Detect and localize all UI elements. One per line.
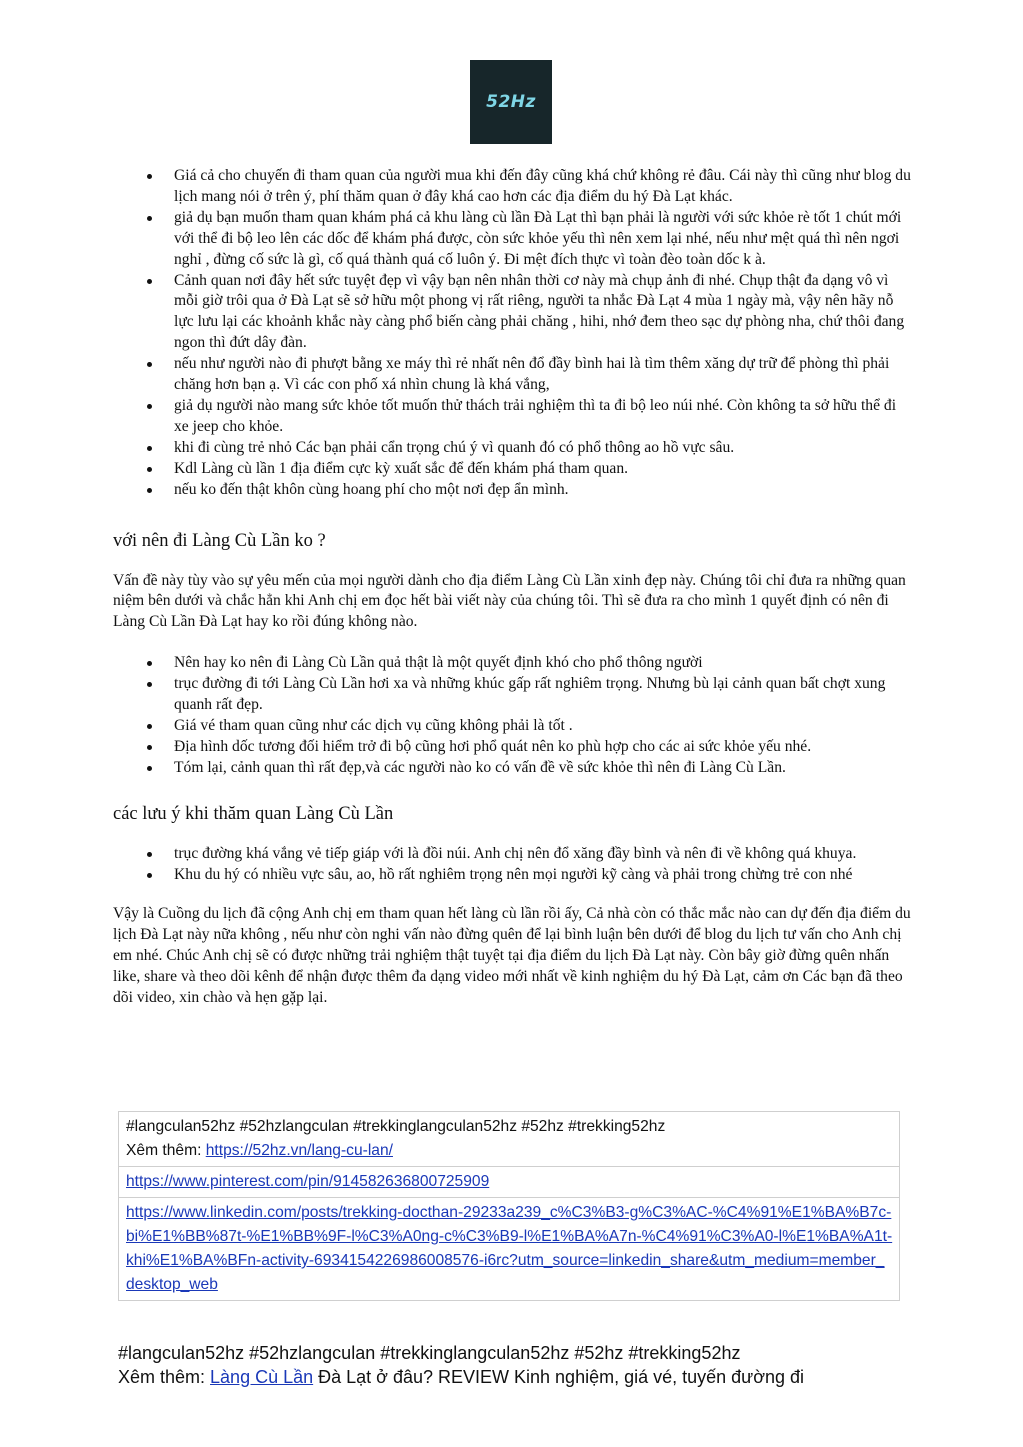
links-row-pinterest [119,1167,899,1198]
list-item: Giá vé tham quan cũng như các dịch vụ cũng không phải là tốt . [113,716,913,737]
logo-text: 52Hz [486,92,536,112]
links-row-hashtags [119,1112,899,1167]
footer-see-more-label: Xêm thêm: [118,1366,211,1387]
intro-paragraph: Vấn đề này tùy vào sự yêu mến của mọi người dành cho địa điểm Làng Cù Lần xinh đẹp này. Chúng tôi chỉ đưa ra những quan niệm bên dưới và chắc hẳn khi Anh chị em đọc hết bài viết này của chúng tôi. Thì sẽ đưa ra cho mình 1 quyết định có nên đi Làng Cù Lần Đà Lạt hay ko rồi đúng không nào. [113,571,906,631]
list-item: nếu ko đến thật khôn cùng hoang phí cho một nơi đẹp ẩn mình. [113,480,913,501]
list-item: Khu du hý có nhiều vực sâu, ao, hồ rất nghiêm trọng nên mọi người kỹ càng và phải trong chừng trẻ con nhé [113,865,913,886]
linkedin-link[interactable]: https://www.linkedin.com/posts/trekking-docthan-29233a239_c%C3%B3-g%C3%AC-%C4%91%E1%BA%B7c-bi%E1%BB%87t-%E1%BB%9F-l%C3%A0ng-c%C3%B9-l%E1%BA%A7n-%C4%91%C3%A0-l%E1%BA%A1t-khi%E1%BA%BFn-activity-6934154226986008576-i6rc?utm_source=linkedin_share&utm_medium=member_desktop_web [126,1204,893,1293]
footer-text [118,1342,978,1389]
list-item: Cảnh quan nơi đây hết sức tuyệt đẹp vì vậy bạn nên nhân thời cơ này mà chụp ảnh đi nhé. Chụp thật đa dạng vô vì mỗi giờ trôi qua ở Đà Lạt sẽ sở hữu một phong vị rất riêng, người ta nhắc Đà Lạt 4 mùa 1 ngày mà, vậy nên hãy nỗ lực lưu lại các khoảnh khắc này càng phổ biến càng phải chăng , hihi, nhớ đem theo sạc dự phòng nha, chứ thôi đang ngon thì đứt dây đàn. [113,271,913,355]
list-item: Giá cả cho chuyến đi tham quan của người mua khi đến đây cũng khá chứ không rẻ đâu. Cái này thì cũng như blog du lịch mang nói ở trên ý, phí thăm quan ở đây khá cao hơn các địa điểm du hý Đà Lạt khác. [113,166,913,208]
list-item: giả dụ bạn muốn tham quan khám phá cả khu làng cù lần Đà Lạt thì bạn phải là người với sức khỏe rè tốt 1 chút mới với thể đi bộ leo lên các dốc để khám phá được, còn sức khỏe yếu thì nên xem lại nhé, nếu như mệt quá thì nên ngơi nghỉ , đừng cố sức là gì, cố quá thành quá cố luôn ý. Đi mệt đích thực vì toàn đèo toàn dốc k à. [113,208,913,271]
see-more-label: Xêm thêm: [126,1142,206,1159]
article-body [113,166,913,1009]
list-item: khi đi cùng trẻ nhỏ Các bạn phải cẩn trọng chú ý vì quanh đó có phổ thông ao hồ vực sâu. [113,438,913,459]
pinterest-link[interactable]: https://www.pinterest.com/pin/914582636800725909 [126,1173,490,1190]
footer-hashtags: #langculan52hz #52hzlangculan #trekkinglangculan52hz #52hz #trekking52hz [118,1343,741,1363]
footer-title-rest: Đà Lạt ở đâu? REVIEW Kinh nghiệm, giá vé, tuyến đường đi [313,1366,805,1387]
footer-lang-cu-lan-link[interactable]: Làng Cù Lần [210,1366,314,1387]
list-item: Kdl Làng cù lần 1 địa điểm cực kỳ xuất sắc để đến khám phá tham quan. [113,459,913,480]
see-more-link[interactable]: https://52hz.vn/lang-cu-lan/ [205,1142,393,1159]
list-item: Tóm lại, cảnh quan thì rất đẹp,và các người nào ko có vấn đề về sức khỏe thì nên đi Làng Cù Lần. [113,758,913,779]
section-heading-notes: các lưu ý khi thăm quan Làng Cù Lần [113,803,394,824]
links-table [118,1111,900,1301]
notes-list [113,844,913,886]
tips-list [113,166,913,501]
logo-52hz [470,60,552,144]
list-item: nếu như người nào đi phượt bằng xe máy thì rẻ nhất nên đổ đầy bình hai là tìm thêm xăng dự trữ để phòng thì phải chăng hơn bạn ạ. Vì các con phố xá nhìn chung là khá vắng, [113,354,913,396]
section-heading-should-go: với nên đi Làng Cù Lần ko ? [113,530,326,551]
list-item: Nên hay ko nên đi Làng Cù Lần quả thật là một quyết định khó cho phổ thông người [113,653,913,674]
footer-see-more-line [118,1366,978,1390]
list-item: trục đường đi tới Làng Cù Lần hơi xa và những khúc gấp rất nghiêm trọng. Nhưng bù lại cảnh quan bất chợt xung quanh rất đẹp. [113,674,913,716]
list-item: trục đường khá vắng vẻ tiếp giáp với là đồi núi. Anh chị nên đổ xăng đầy bình và nên đi về không quá khuya. [113,844,913,865]
links-row-linkedin [119,1198,899,1300]
list-item: giả dụ người nào mang sức khỏe tốt muốn thử thách trải nghiệm thì ta đi bộ leo núi nhé. Còn không ta sở hữu thể đi xe jeep cho khỏe. [113,396,913,438]
list-item: Địa hình dốc tương đối hiểm trở đi bộ cũng hơi phổ quát nên ko phù hợp cho các ai sức khỏe yếu nhé. [113,737,913,758]
see-more-line [126,1139,893,1163]
pros-cons-list [113,653,913,778]
hashtags-text: #langculan52hz #52hzlangculan #trekkinglangculan52hz #52hz #trekking52hz [126,1118,666,1135]
closing-paragraph: Vậy là Cuồng du lịch đã cộng Anh chị em tham quan hết làng cù lần rồi ấy, Cả nhà còn có thắc mắc nào can dự đến địa điểm du lịch Đà Lạt này nữa không , nếu như còn nghi vấn nào đừng quên để lại bình luận bên dưới để blog du lịch tư vấn cho Anh chị em nhé. Chúc Anh chị sẽ có được những trải nghiệm thật tuyệt tại địa điểm du lịch Đà Lạt này. Còn bây giờ đừng quên nhấn like, share và theo dõi kênh để nhận được thêm đa dạng video mới nhất về kinh nghiệm du hý Đà Lạt, cảm ơn Các bạn đã theo dõi video, xin chào và hẹn gặp lại. [113,905,911,1007]
